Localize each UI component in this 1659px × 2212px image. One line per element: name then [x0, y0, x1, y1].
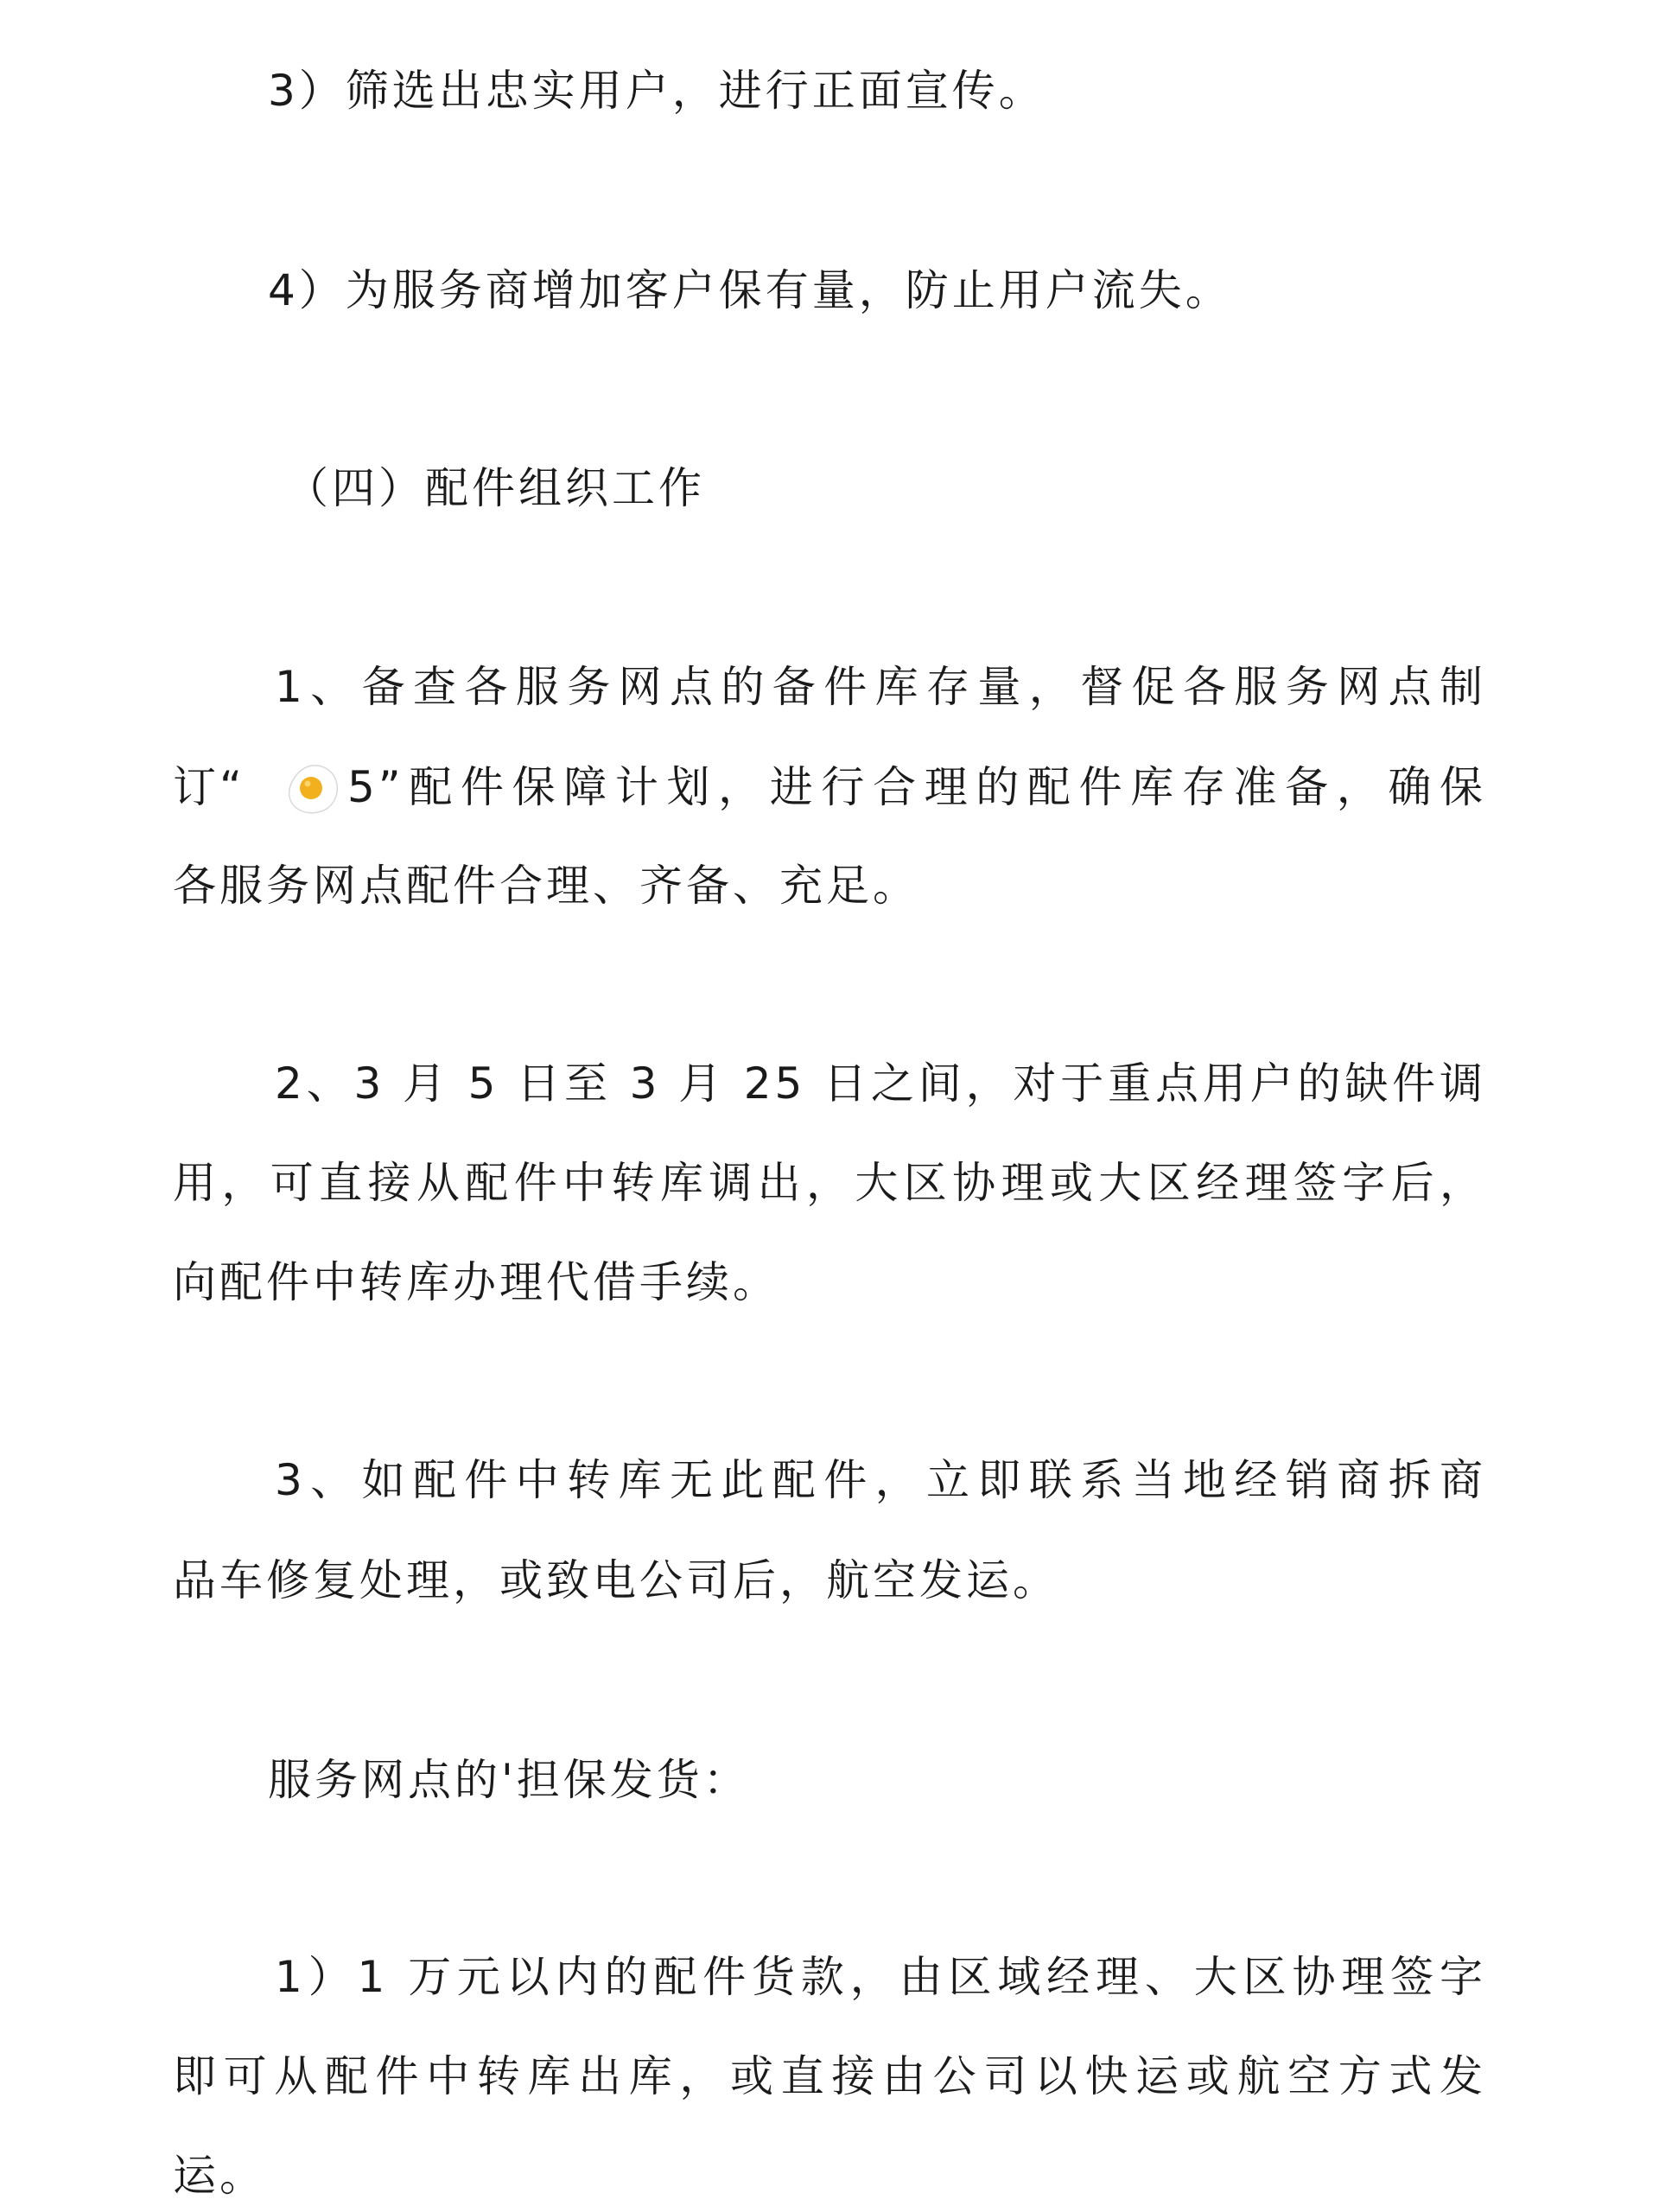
paragraph-1-line-3: 各服务网点配件合理、齐备、充足。: [173, 861, 919, 911]
list-item-4: 4）为服务商增加客户保有量，防止用户流失。: [268, 265, 1232, 315]
paragraph-1-line-1: 1、备查各服务网点的备件库存量，督促各服务网点制: [275, 662, 1486, 712]
paragraph-1-line-2b: 5”配件保障计划，进行合理的配件库存准备，确保: [347, 762, 1486, 812]
paragraph-1-line-2a: 订“: [173, 762, 245, 812]
list-item-3: 3）筛选出忠实用户，进行正面宣传。: [268, 66, 1046, 116]
sub-item-1-line-2: 即可从配件中转库出库，或直接由公司以快运或航空方式发: [173, 2051, 1486, 2101]
section-heading: （四）配件组织工作: [285, 463, 705, 513]
guarantee-heading: 服务网点的'担保发货：: [268, 1755, 750, 1805]
paragraph-3-line-1: 3、如配件中转库无此配件，立即联系当地经销商拆商: [275, 1455, 1486, 1505]
egg-sticker-icon: [285, 762, 340, 816]
sub-item-1-line-3: 运。: [173, 2151, 266, 2201]
sub-item-1-line-1: 1）1 万元以内的配件货款，由区域经理、大区协理签字: [275, 1952, 1486, 2002]
paragraph-3-line-2: 品车修复处理，或致电公司后，航空发运。: [173, 1555, 1059, 1605]
paragraph-2-line-3: 向配件中转库办理代借手续。: [173, 1257, 779, 1307]
paragraph-2-line-1: 2、3 月 5 日至 3 月 25 日之间，对于重点用户的缺件调: [275, 1058, 1486, 1109]
paragraph-2-line-2: 用，可直接从配件中转库调出，大区协理或大区经理签字后，: [173, 1158, 1486, 1208]
